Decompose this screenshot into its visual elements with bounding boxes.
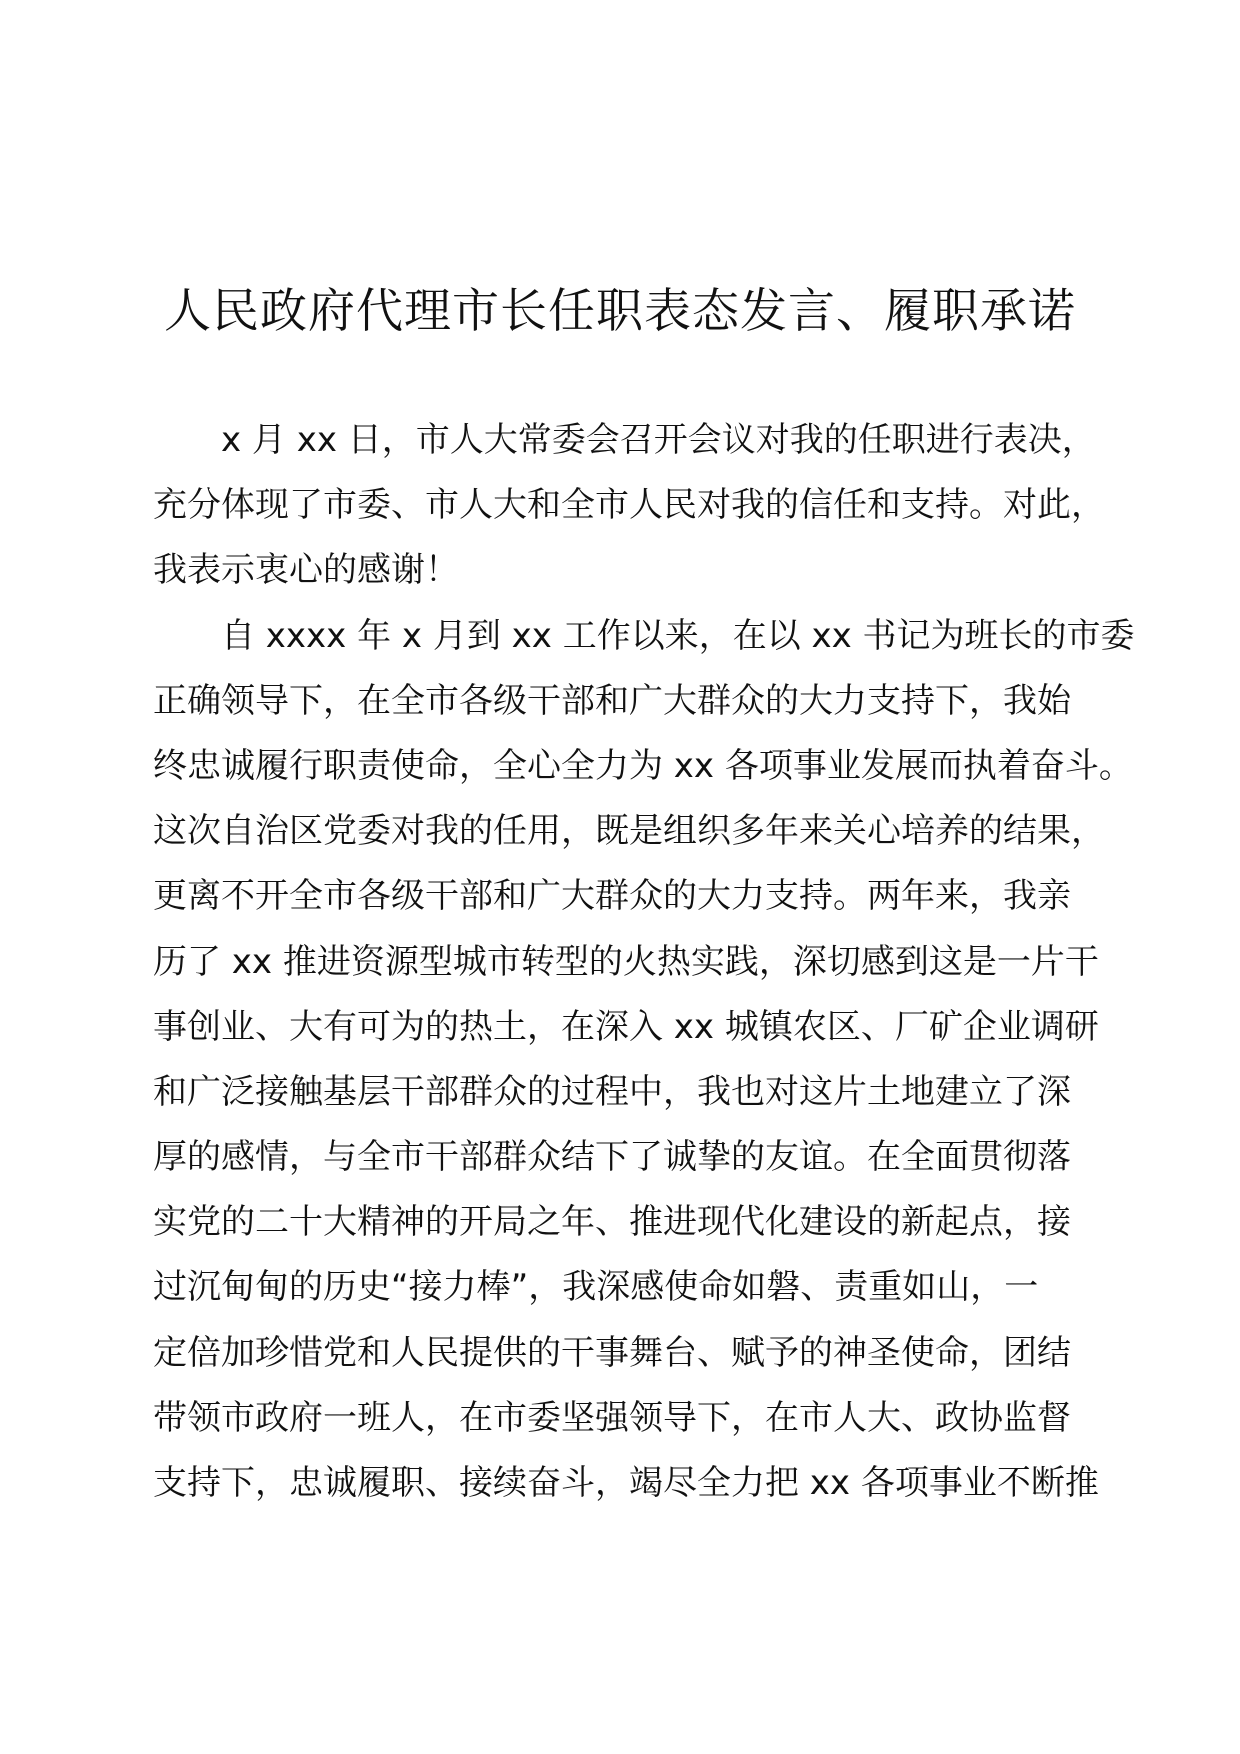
body-line: 更离不开全市各级干部和广大群众的大力支持。两年来，我亲: [153, 876, 1071, 917]
body-line: 这次自治区党委对我的任用，既是组织多年来关心培养的结果，: [153, 811, 1105, 852]
body-line: 过沉甸甸的历史“接力棒”，我深感使命如磐、责重如山，一: [153, 1267, 1039, 1308]
body-line: 和广泛接触基层干部群众的过程中，我也对这片土地建立了深: [153, 1071, 1071, 1112]
body-line: 正确领导下，在全市各级干部和广大群众的大力支持下，我始: [153, 680, 1071, 721]
body-line: 充分体现了市委、市人大和全市人民对我的信任和支持。对此，: [153, 485, 1105, 526]
body-line: 支持下，忠诚履职、接续奋斗，竭尽全力把 xx 各项事业不断推: [153, 1463, 1099, 1503]
body-line: 我表示衷心的感谢！: [153, 550, 459, 591]
body-line: 自 xxxx 年 x 月到 xx 工作以来，在以 xx 书记为班长的市委: [221, 615, 1135, 656]
body-line: 厚的感情，与全市干部群众结下了诚挚的友谊。在全面贯彻落: [153, 1137, 1071, 1178]
body-line: 实党的二十大精神的开局之年、推进现代化建设的新起点，接: [153, 1202, 1071, 1243]
body-line: 定倍加珍惜党和人民提供的干事舞台、赋予的神圣使命，团结: [153, 1332, 1071, 1373]
body-line: 带领市政府一班人，在市委坚强领导下，在市人大、政协监督: [153, 1397, 1071, 1438]
body-line: 事创业、大有可为的热土，在深入 xx 城镇农区、厂矿企业调研: [153, 1006, 1099, 1047]
body-line: x 月 xx 日，市人大常委会召开会议对我的任职进行表决，: [221, 420, 1096, 460]
body-line: 历了 xx 推进资源型城市转型的火热实践，深切感到这是一片干: [153, 941, 1099, 982]
document-body: [153, 408, 1135, 1516]
document-title: 人民政府代理市长任职表态发言、履职承诺: [164, 284, 1076, 339]
body-line: 终忠诚履行职责使命，全心全力为 xx 各项事业发展而执着奋斗。: [153, 745, 1133, 786]
